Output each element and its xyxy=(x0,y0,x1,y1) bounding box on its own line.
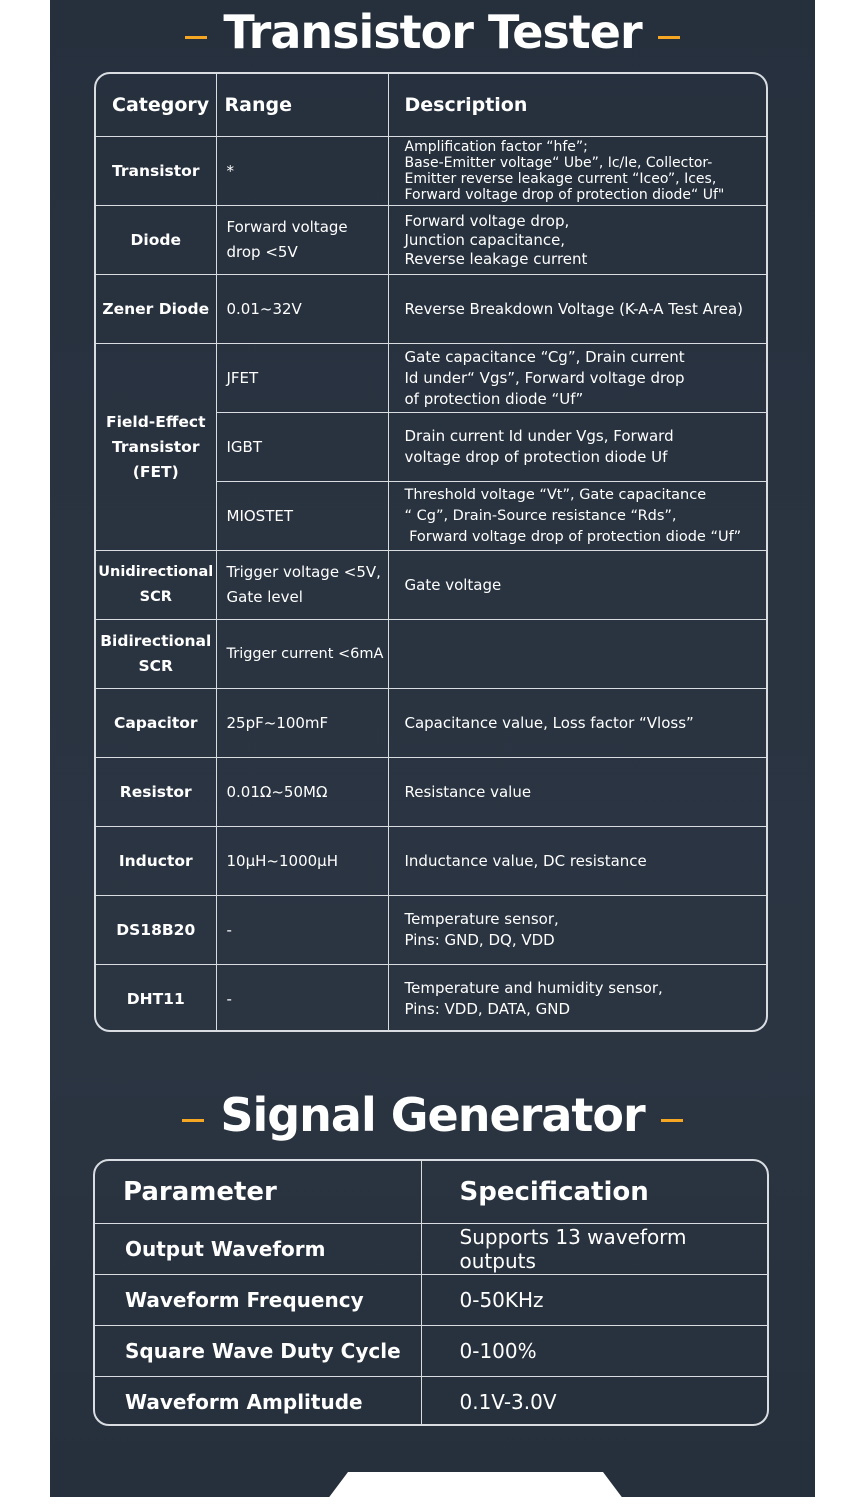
header-range: Range xyxy=(216,74,388,137)
parameter-cell: Square Wave Duty Cycle xyxy=(95,1326,421,1377)
category-cell: DS18B20 xyxy=(96,896,216,965)
specification-cell: 0.1V-3.0V xyxy=(421,1377,767,1427)
category-cell: Unidirectional SCR xyxy=(96,551,216,620)
description-cell: Capacitance value, Loss factor “Vloss” xyxy=(388,689,766,758)
table-row xyxy=(96,758,766,827)
table-row xyxy=(96,896,766,965)
range-cell: 0.01~32V xyxy=(216,275,388,344)
category-cell: Zener Diode xyxy=(96,275,216,344)
bottom-tab-shape xyxy=(318,1472,633,1512)
range-cell: - xyxy=(216,965,388,1033)
table-row xyxy=(95,1224,767,1275)
description-cell: Amplification factor “hfe”; Base-Emitter voltage“ Ube”, Ic/Ie, Collector- Emitter reverse leakage current “Iceo”, Ices, Forward voltage drop of protection diode“ Uf" xyxy=(388,137,766,206)
accent-dash-left xyxy=(182,1119,204,1122)
parameter-cell: Waveform Frequency xyxy=(95,1275,421,1326)
range-cell: 25pF~100mF xyxy=(216,689,388,758)
description-cell: Forward voltage drop, Junction capacitance, Reverse leakage current xyxy=(388,206,766,275)
description-cell: Temperature sensor, Pins: GND, DQ, VDD xyxy=(388,896,766,965)
range-cell: Trigger voltage <5V, Gate level xyxy=(216,551,388,620)
range-cell: * xyxy=(216,137,388,206)
range-cell: Trigger current <6mA xyxy=(216,620,388,689)
category-cell: DHT11 xyxy=(96,965,216,1033)
accent-dash-right xyxy=(661,1119,683,1122)
range-cell: 0.01Ω~50MΩ xyxy=(216,758,388,827)
table-row xyxy=(96,275,766,344)
category-cell: Capacitor xyxy=(96,689,216,758)
table-row xyxy=(96,827,766,896)
table-row xyxy=(96,551,766,620)
header-parameter: Parameter xyxy=(95,1161,421,1224)
header-category: Category xyxy=(96,74,216,137)
description-cell: Temperature and humidity sensor, Pins: VDD, DATA, GND xyxy=(388,965,766,1033)
table-row xyxy=(96,689,766,758)
table-row xyxy=(95,1377,767,1427)
signal-generator-title: Signal Generator xyxy=(220,1088,645,1142)
header-description: Description xyxy=(388,74,766,137)
description-cell: Drain current Id under Vgs, Forward voltage drop of protection diode Uf xyxy=(388,413,766,482)
parameter-cell: Waveform Amplitude xyxy=(95,1377,421,1427)
transistor-tester-heading xyxy=(50,2,815,62)
range-cell: MIOSTET xyxy=(216,482,388,551)
table-row xyxy=(96,206,766,275)
table-row xyxy=(96,344,766,413)
table-header-row xyxy=(96,74,766,137)
description-cell: Resistance value xyxy=(388,758,766,827)
parameter-cell: Output Waveform xyxy=(95,1224,421,1275)
description-cell: Threshold voltage “Vt”, Gate capacitance “ Cg”, Drain-Source resistance “Rds”, Forward voltage drop of protection diode “Uf” xyxy=(388,482,766,551)
description-cell: Gate capacitance “Cg”, Drain current Id under“ Vgs”, Forward voltage drop of protection diode “Uf” xyxy=(388,344,766,413)
specification-cell: 0-100% xyxy=(421,1326,767,1377)
category-cell: Field-Effect Transistor (FET) xyxy=(96,344,216,551)
accent-dash-right xyxy=(658,36,680,39)
header-specification: Specification xyxy=(421,1161,767,1224)
range-cell: - xyxy=(216,896,388,965)
category-cell: Diode xyxy=(96,206,216,275)
accent-dash-left xyxy=(185,36,207,39)
description-cell xyxy=(388,620,766,689)
signal-generator-heading xyxy=(50,1085,815,1145)
range-cell: Forward voltage drop <5V xyxy=(216,206,388,275)
transistor-tester-title: Transistor Tester xyxy=(223,5,642,59)
category-cell: Bidirectional SCR xyxy=(96,620,216,689)
range-cell: JFET xyxy=(216,344,388,413)
table-row xyxy=(95,1275,767,1326)
table-header-row xyxy=(95,1161,767,1224)
table-row xyxy=(96,137,766,206)
transistor-tester-table xyxy=(94,72,768,1032)
range-cell: IGBT xyxy=(216,413,388,482)
category-cell: Transistor xyxy=(96,137,216,206)
category-cell: Resistor xyxy=(96,758,216,827)
table-row xyxy=(95,1326,767,1377)
description-cell: Reverse Breakdown Voltage (K-A-A Test Area) xyxy=(388,275,766,344)
description-cell: Gate voltage xyxy=(388,551,766,620)
description-cell: Inductance value, DC resistance xyxy=(388,827,766,896)
category-cell: Inductor xyxy=(96,827,216,896)
table-row xyxy=(96,620,766,689)
specification-cell: 0-50KHz xyxy=(421,1275,767,1326)
signal-generator-table xyxy=(93,1159,769,1426)
table-row xyxy=(96,965,766,1033)
specification-cell: Supports 13 waveform outputs xyxy=(421,1224,767,1275)
range-cell: 10µH~1000µH xyxy=(216,827,388,896)
